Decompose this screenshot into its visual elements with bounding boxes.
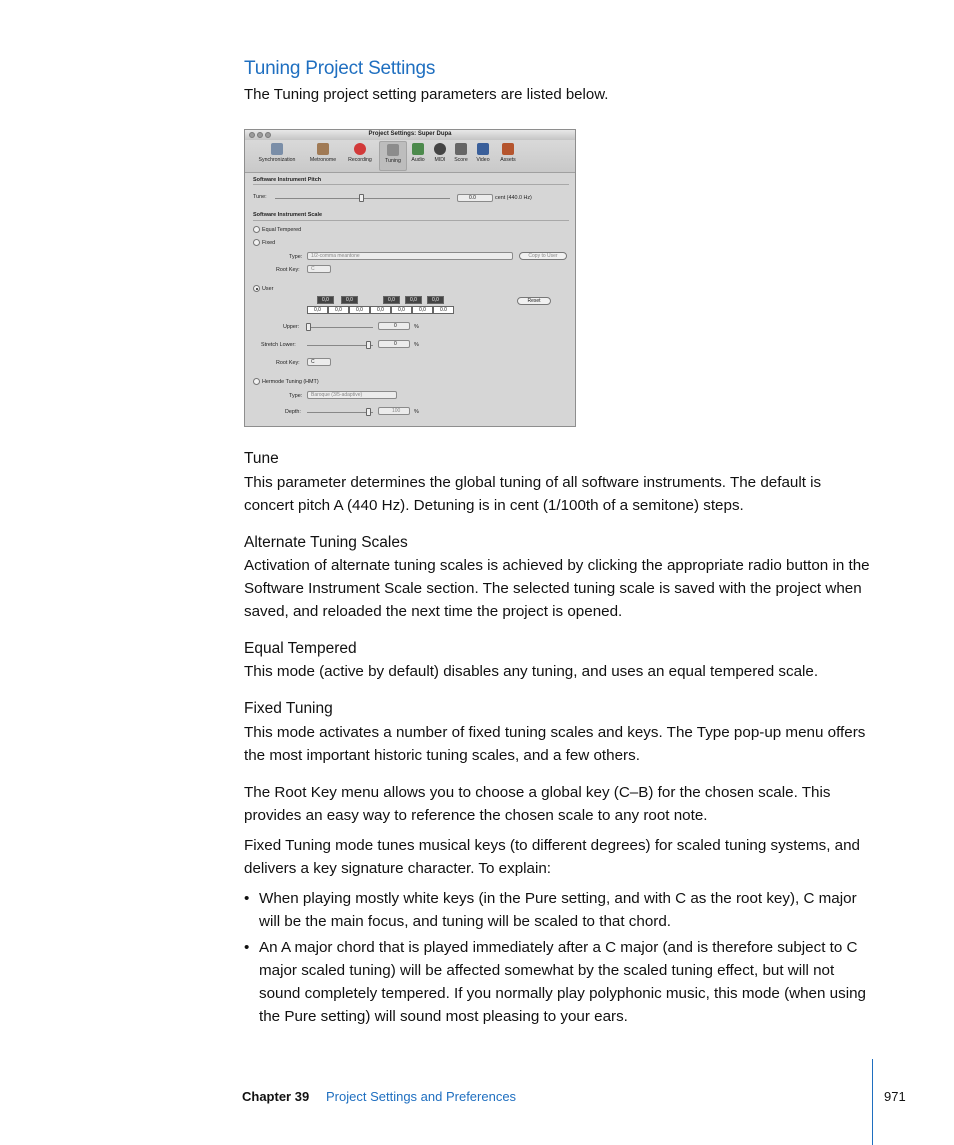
- white-key-cell: 0.0: [433, 306, 454, 314]
- upper-value: 0: [394, 323, 397, 329]
- section-body: Activation of alternate tuning scales is achieved by clicking the appropriate radio button in the Software Instrument Scale section. The selected tuning scale is saved with the project when saved, and reloaded the next time the project is opened.: [244, 557, 870, 620]
- root-key-popup: C: [307, 265, 331, 273]
- score-icon: [455, 143, 467, 155]
- tab-audio: [407, 143, 429, 163]
- section-body: This mode (active by default) disables any tuning, and uses an equal tempered scale.: [244, 663, 819, 680]
- depth-slider-knob: [366, 408, 371, 416]
- section-heading: Equal Tempered: [244, 640, 357, 657]
- white-key-cell: 0,0: [391, 306, 412, 314]
- tab-synchronization: [251, 143, 303, 163]
- black-key-cell: 0,0: [317, 296, 334, 304]
- page-number: 971: [884, 1089, 906, 1104]
- percent-label: %: [414, 324, 419, 330]
- tab-label: Audio: [411, 157, 425, 163]
- bullet-text: When playing mostly white keys (in the Pure setting, and with C as the root key), C major will be the main focus, and tuning will be scaled to that chord.: [259, 890, 857, 930]
- user-label: User: [262, 286, 274, 292]
- record-icon: [354, 143, 366, 155]
- video-icon: [477, 143, 489, 155]
- section-heading: Fixed Tuning: [244, 700, 333, 717]
- depth-value-field: [378, 407, 410, 415]
- root-key-user-popup: C: [307, 358, 331, 366]
- section-heading: Tune: [244, 450, 279, 467]
- paragraph: The Root Key menu allows you to choose a global key (C–B) for the chosen scale. This provides an easy way to reference the chosen scale to any root note.: [244, 784, 831, 824]
- tab-label: Tuning: [385, 158, 401, 164]
- percent-label: %: [414, 409, 419, 415]
- hmt-type-popup: Baroque (3/5-adaptive): [307, 391, 397, 399]
- page-title: Tuning Project Settings: [244, 58, 436, 79]
- fixed-radio: [253, 239, 260, 246]
- tune-slider-knob: [359, 194, 364, 202]
- copy-to-user-button: Copy to User: [519, 252, 567, 260]
- percent-label: %: [414, 342, 419, 348]
- stretch-lower-label: Stretch Lower:: [261, 342, 296, 348]
- hermode-label: Hermode Tuning (HMT): [262, 379, 319, 385]
- tab-video: [472, 143, 494, 163]
- user-radio: [253, 285, 260, 292]
- tune-label: Tune:: [253, 194, 267, 200]
- tab-score: [451, 143, 471, 163]
- white-key-cell: 0,0: [349, 306, 370, 314]
- stretch-lower-value: 0: [394, 341, 397, 347]
- section-body: This mode activates a number of fixed tuning scales and keys. The Type pop-up menu offers the most important historic tuning scales, and a few others.: [244, 724, 866, 764]
- assets-icon: [502, 143, 514, 155]
- audio-icon: [412, 143, 424, 155]
- metronome-icon: [317, 143, 329, 155]
- midi-icon: [434, 143, 446, 155]
- bullet-icon: •: [244, 939, 250, 956]
- reset-button: Reset: [517, 297, 551, 305]
- tune-unit: cent (440.0 Hz): [495, 195, 532, 201]
- tab-label: Score: [454, 157, 468, 163]
- black-key-cell: 0,0: [383, 296, 400, 304]
- pitch-section-title: Software Instrument Pitch: [253, 177, 322, 183]
- fixed-label: Fixed: [262, 240, 276, 246]
- upper-slider: [307, 327, 373, 328]
- tab-label: Recording: [348, 157, 372, 163]
- upper-value-field: [378, 322, 410, 330]
- upper-label: Upper:: [283, 324, 300, 330]
- section-body: This parameter determines the global tuning of all software instruments. The default is concert pitch A (440 Hz). Detuning is in cent (1/100th of a semitone) steps.: [244, 474, 822, 514]
- tab-label: Metronome: [309, 157, 337, 163]
- bullet-icon: •: [244, 890, 250, 907]
- tab-label: MIDI: [434, 157, 446, 163]
- tab-label: Video: [476, 157, 490, 163]
- tab-midi: [430, 143, 450, 163]
- hermode-radio: [253, 378, 260, 385]
- divider: [253, 220, 569, 221]
- tuning-fork-icon: [387, 144, 399, 156]
- tab-recording: [343, 143, 377, 163]
- bullet-text: An A major chord that is played immediately after a C major (and is therefore subject to C major scaled tuning) will be affected somewhat by the scaled tuning effect, but will not sound completely tempered. If you normally play polyphonic music, this mode (when using the Pure setting) will sound most pleasing to your ears.: [259, 939, 866, 1025]
- equal-tempered-radio: [253, 226, 260, 233]
- depth-label: Depth:: [285, 409, 301, 415]
- tune-value-field: [457, 194, 493, 202]
- footer-divider: [872, 1059, 873, 1145]
- upper-slider-knob: [306, 323, 311, 331]
- paragraph: Fixed Tuning mode tunes musical keys (to different degrees) for scaled tuning systems, and delivers a key signature character. To explain:: [244, 837, 860, 877]
- stretch-lower-value-field: [378, 340, 410, 348]
- type-popup: 1/2-comma meantone: [307, 252, 513, 260]
- bullet-list: [244, 887, 874, 1031]
- footer-chapter: Chapter 39: [242, 1089, 310, 1104]
- tab-assets: [496, 143, 520, 163]
- depth-value: 100: [392, 408, 401, 414]
- tab-metronome: [305, 143, 341, 163]
- section-heading: Alternate Tuning Scales: [244, 534, 408, 551]
- black-key-cell: 0,0: [341, 296, 358, 304]
- synchronization-icon: [271, 143, 283, 155]
- stretch-lower-slider-knob: [366, 341, 371, 349]
- depth-slider: [307, 412, 373, 413]
- scale-section-title: Software Instrument Scale: [253, 212, 323, 218]
- tune-value: 0.0: [469, 195, 476, 201]
- white-key-cell: 0,0: [328, 306, 349, 314]
- list-item: [244, 936, 874, 1028]
- type-label: Type:: [289, 254, 303, 260]
- settings-toolbar: [245, 140, 575, 173]
- tab-tuning: [379, 141, 407, 171]
- white-key-cell: 0,0: [412, 306, 433, 314]
- hmt-type-label: Type:: [289, 393, 303, 399]
- white-key-cell: 0,0: [307, 306, 328, 314]
- black-key-cell: 0,0: [427, 296, 444, 304]
- root-key-label: Root Key:: [276, 267, 300, 273]
- window-title: Project Settings: Super Dupa: [368, 131, 452, 137]
- intro-text: The Tuning project setting parameters are listed below.: [244, 86, 609, 103]
- footer-chapter-link[interactable]: Project Settings and Preferences: [326, 1089, 517, 1104]
- stretch-lower-slider: [307, 345, 373, 346]
- black-key-cell: 0,0: [405, 296, 422, 304]
- divider: [253, 184, 569, 185]
- root-key-user-label: Root Key:: [276, 360, 300, 366]
- list-item: [244, 887, 874, 933]
- tab-label: Synchronization: [258, 157, 296, 163]
- white-key-cell: 0,0: [370, 306, 391, 314]
- tuning-settings-screenshot: [244, 129, 576, 427]
- equal-tempered-label: Equal Tempered: [262, 227, 302, 233]
- tab-label: Assets: [500, 157, 516, 163]
